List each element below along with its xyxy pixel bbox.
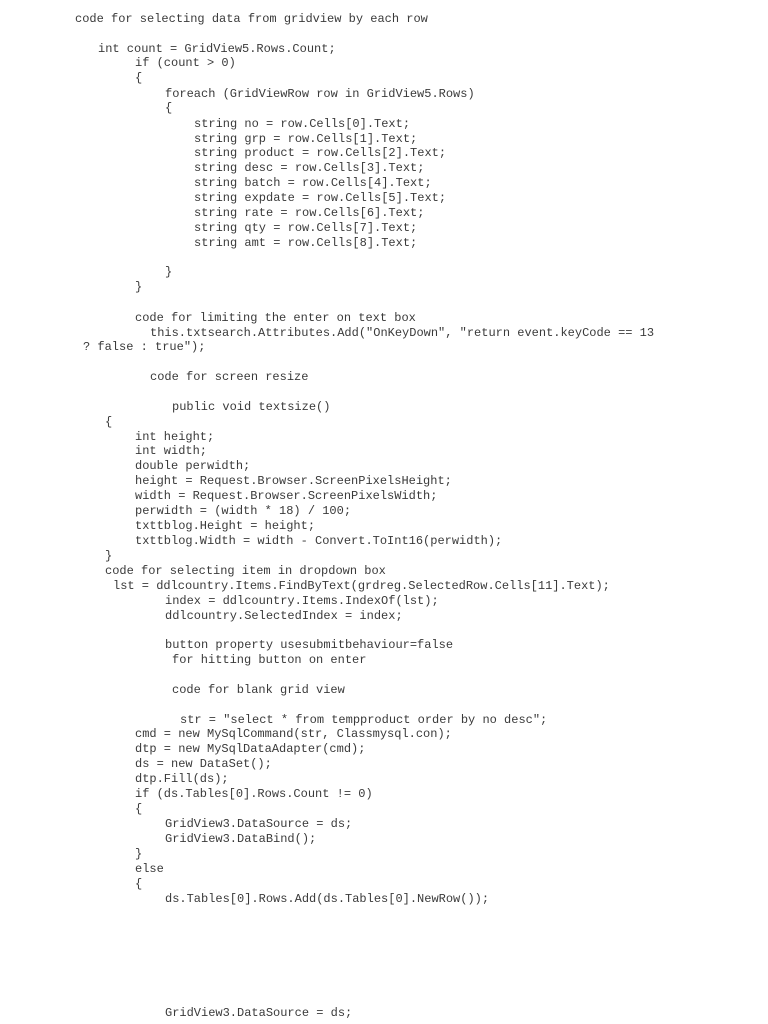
code-line: int height;: [135, 430, 215, 444]
code-line: GridView3.DataSource = ds;: [165, 817, 353, 831]
code-line: height = Request.Browser.ScreenPixelsHeight;: [135, 474, 452, 488]
code-line: if (count > 0): [135, 56, 236, 70]
code-line: foreach (GridViewRow row in GridView5.Rows): [165, 87, 475, 101]
code-line: {: [135, 802, 143, 816]
code-line: string desc = row.Cells[3].Text;: [194, 161, 425, 175]
code-line: dtp.Fill(ds);: [135, 772, 229, 786]
code-line: string rate = row.Cells[6].Text;: [194, 206, 425, 220]
code-line: perwidth = (width * 18) / 100;: [135, 504, 352, 518]
code-line: int width;: [135, 444, 208, 458]
code-line: string amt = row.Cells[8].Text;: [194, 236, 418, 250]
code-line: dtp = new MySqlDataAdapter(cmd);: [135, 742, 366, 756]
section-heading: code for selecting item in dropdown box: [105, 564, 386, 578]
code-line: ? false : true");: [83, 340, 206, 354]
code-line: txttblog.Width = width - Convert.ToInt16(perwidth);: [135, 534, 503, 548]
code-line: width = Request.Browser.ScreenPixelsWidth;: [135, 489, 438, 503]
code-line: ds.Tables[0].Rows.Add(ds.Tables[0].NewRow());: [165, 892, 490, 906]
code-line: }: [165, 265, 173, 279]
code-line: this.txtsearch.Attributes.Add("OnKeyDown", "return event.keyCode == 13: [150, 326, 655, 340]
code-line: {: [135, 71, 143, 85]
section-heading: code for screen resize: [150, 370, 309, 384]
code-line: string qty = row.Cells[7].Text;: [194, 221, 418, 235]
code-line: string no = row.Cells[0].Text;: [194, 117, 411, 131]
section-heading: code for selecting data from gridview by each row: [75, 12, 428, 26]
code-line: if (ds.Tables[0].Rows.Count != 0): [135, 787, 373, 801]
code-line: string product = row.Cells[2].Text;: [194, 146, 447, 160]
code-line: }: [135, 847, 143, 861]
code-line: GridView3.DataBind();: [165, 832, 317, 846]
code-line: txttblog.Height = height;: [135, 519, 316, 533]
code-line: int count = GridView5.Rows.Count;: [98, 42, 336, 56]
code-line: ds = new DataSet();: [135, 757, 272, 771]
code-line: {: [105, 415, 113, 429]
code-line: str = "select * from tempproduct order by no desc";: [180, 713, 548, 727]
code-line: {: [165, 101, 173, 115]
section-heading: code for blank grid view: [172, 683, 345, 697]
code-line: }: [105, 549, 113, 563]
code-line: lst = ddlcountry.Items.FindByText(grdreg.SelectedRow.Cells[11].Text);: [113, 579, 610, 593]
code-line: else: [135, 862, 164, 876]
section-heading: code for limiting the enter on text box: [135, 311, 416, 325]
code-line: }: [135, 280, 143, 294]
code-line: ddlcountry.SelectedIndex = index;: [165, 609, 403, 623]
code-line: GridView3.DataSource = ds;: [165, 1006, 353, 1020]
code-line: public void textsize(): [172, 400, 331, 414]
section-heading: button property usesubmitbehaviour=false: [165, 638, 454, 652]
code-line: string grp = row.Cells[1].Text;: [194, 132, 418, 146]
code-line: string expdate = row.Cells[5].Text;: [194, 191, 447, 205]
section-heading: for hitting button on enter: [172, 653, 367, 667]
code-line: {: [135, 877, 143, 891]
code-line: cmd = new MySqlCommand(str, Classmysql.con);: [135, 727, 452, 741]
code-line: double perwidth;: [135, 459, 251, 473]
code-line: string batch = row.Cells[4].Text;: [194, 176, 432, 190]
code-line: index = ddlcountry.Items.IndexOf(lst);: [165, 594, 439, 608]
